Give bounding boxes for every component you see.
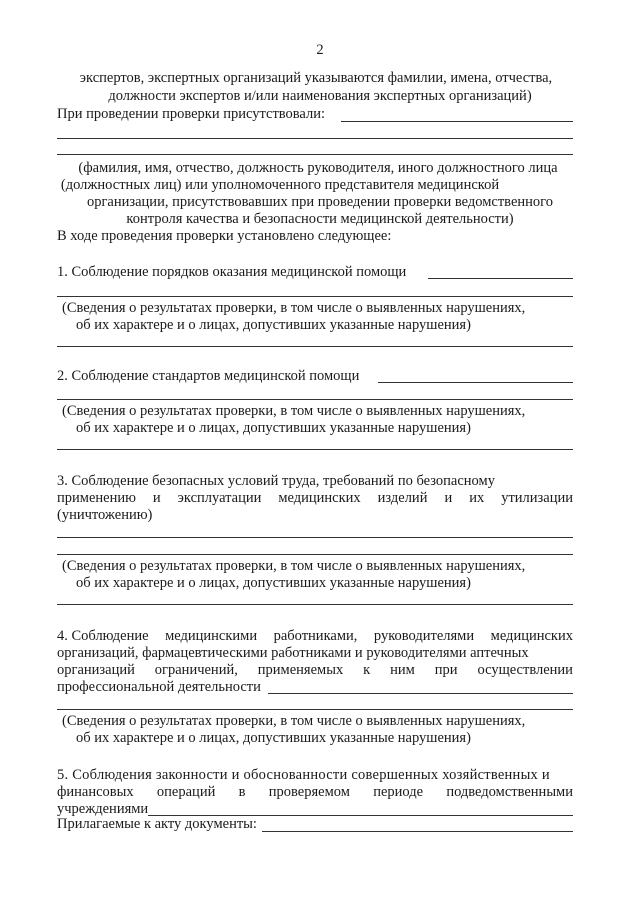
page-number: 2 — [316, 42, 324, 58]
present-caption-3: организации, присутствовавших при проведении проверки ведомственного — [86, 194, 553, 210]
word: применяемых — [257, 662, 344, 678]
word: применению — [57, 490, 136, 506]
attached-fill-line — [262, 831, 573, 832]
section-2-caption-1: (Сведения о результатах проверки, в том числе о выявленных нарушениях, — [62, 403, 526, 419]
section-1-caption-1: (Сведения о результатах проверки, в том числе о выявленных нарушениях, — [62, 300, 526, 316]
section-4-fill-line — [268, 693, 573, 694]
word: и — [444, 490, 453, 506]
word: в — [238, 784, 246, 800]
section-4-caption-2: об их характере и о лицах, допустивших указанные нарушения) — [76, 730, 471, 746]
section-4-line-3 — [57, 662, 573, 679]
present-caption-2: (должностных лиц) или уполномоченного представителя медицинской — [60, 177, 500, 193]
section-1-fill-line — [428, 278, 573, 279]
section-1-fill-line-3 — [57, 346, 573, 347]
word: медицинских — [278, 490, 361, 506]
section-4-line-4: профессиональной деятельности — [57, 679, 261, 695]
present-fill-line-3 — [57, 154, 573, 155]
word: их — [469, 490, 485, 506]
present-caption-4: контроля качества и безопасности медицинской деятельности) — [126, 211, 514, 227]
word: к — [363, 662, 371, 678]
section-1-caption-2: об их характере и о лицах, допустивших указанные нарушения) — [76, 317, 471, 333]
section-2-title: 2. Соблюдение стандартов медицинской помощи — [57, 368, 360, 384]
section-4-line-2: организаций, фармацевтическими работниками и руководителями аптечных — [57, 645, 529, 661]
word: медицинских — [490, 628, 573, 644]
present-label: При проведении проверки присутствовали: — [57, 106, 326, 122]
word: подведомственными — [446, 784, 573, 800]
section-4-caption-1: (Сведения о результатах проверки, в том числе о выявленных нарушениях, — [62, 713, 526, 729]
section-5-line-3: учреждениями — [57, 801, 149, 817]
word: эксплуатации — [177, 490, 262, 506]
word: ограничений, — [154, 662, 238, 678]
section-2-fill-line-2 — [57, 399, 573, 400]
word: руководителями — [373, 628, 475, 644]
word: периоде — [373, 784, 424, 800]
word: осуществлении — [477, 662, 573, 678]
section-4-line-1 — [57, 628, 573, 645]
section-3-fill-line — [57, 537, 573, 538]
word: и — [152, 490, 161, 506]
present-fill-line-2 — [57, 138, 573, 139]
intro-line-2: должности экспертов и/или наименования экспертных организаций) — [108, 88, 532, 104]
intro-line-1: экспертов, экспертных организаций указываются фамилии, имена, отчества, — [79, 70, 553, 86]
word: операций — [156, 784, 216, 800]
word: работниками, — [273, 628, 358, 644]
present-caption-1: (фамилия, имя, отчество, должность руководителя, иного должностного лица — [78, 160, 558, 176]
word: ним — [390, 662, 415, 678]
section-4-fill-line-2 — [57, 709, 573, 710]
section-3-caption-2: об их характере и о лицах, допустивших указанные нарушения) — [76, 575, 471, 591]
section-2-fill-line — [378, 382, 573, 383]
established-label: В ходе проведения проверки установлено следующее: — [57, 228, 392, 244]
section-3-fill-line-2 — [57, 554, 573, 555]
word: финансовых — [57, 784, 134, 800]
attached-label: Прилагаемые к акту документы: — [57, 816, 257, 832]
section-3-line-2 — [57, 490, 573, 507]
section-2-caption-2: об их характере и о лицах, допустивших указанные нарушения) — [76, 420, 471, 436]
word: организаций — [57, 662, 135, 678]
word: при — [434, 662, 458, 678]
word: медицинскими — [165, 628, 258, 644]
word: 4. Соблюдение — [57, 628, 149, 644]
section-2-fill-line-3 — [57, 449, 573, 450]
section-5-line-2 — [57, 784, 573, 801]
section-3-line-1: 3. Соблюдение безопасных условий труда, требований по безопасному — [57, 473, 495, 489]
section-5-line-1: 5. Соблюдения законности и обоснованности совершенных хозяйственных и — [57, 767, 550, 783]
section-1-title: 1. Соблюдение порядков оказания медицинской помощи — [57, 264, 407, 280]
section-3-caption-1: (Сведения о результатах проверки, в том числе о выявленных нарушениях, — [62, 558, 526, 574]
word: изделий — [377, 490, 428, 506]
section-1-fill-line-2 — [57, 296, 573, 297]
word: проверяемом — [268, 784, 350, 800]
word: утилизации — [501, 490, 573, 506]
section-3-line-3: (уничтожению) — [57, 507, 153, 523]
section-3-fill-line-3 — [57, 604, 573, 605]
present-fill-line — [341, 121, 573, 122]
